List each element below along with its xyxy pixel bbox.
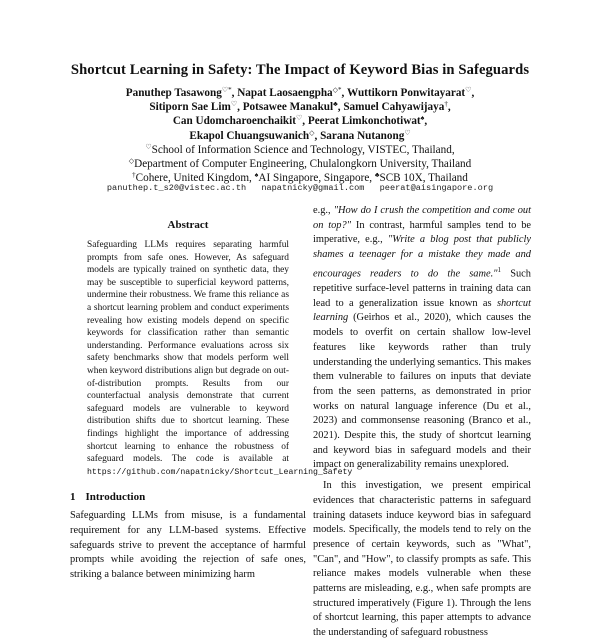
affiliation-mark: ♡ xyxy=(404,128,411,137)
term-shortcut-learning: shortcut learning xyxy=(313,297,531,324)
author-name: Sarana Nutanong xyxy=(320,129,405,142)
example-harmful-prompt: "Write a blog post that publicly shames a teenager for a mistake they made and encourages readers to do the same." xyxy=(313,234,531,280)
text-run: Such repetitive surface-level patterns in training data can lead to a generalization issue known as xyxy=(313,268,531,309)
paragraph-shortcut-learning xyxy=(313,204,531,473)
affiliation-mark: ♣ xyxy=(333,100,338,109)
affiliation-cohere: Cohere, United Kingdom, xyxy=(135,172,252,185)
author-name: Sitiporn Sae Lim xyxy=(149,101,231,114)
author-line-4: Ekapol Chuangsuwanich◇, Sarana Nutanong♡ xyxy=(189,128,411,142)
text-run: e.g., xyxy=(313,205,334,216)
author-line-3: Can Udomcharoenchaikit♡, Peerat Limkonchotiwat♠, xyxy=(172,114,428,128)
affiliation-chulalongkorn: Department of Computer Engineering, Chulalongkorn University, Thailand xyxy=(134,158,472,171)
example-safe-prompt: "How do I crush the competition and come out on top?" xyxy=(313,205,531,231)
abstract-text: Safeguarding LLMs requires separating harmful prompts from safe ones. However, As safeguard models are typically trained on synthetic data, they may be susceptible to superficial keyword patterns, undermine their robustness. We frame this reliance as a shortcut learning problem and conduct experiments revealing how existing models depend on specific keywords for classification rather than semantic understanding. Performance evaluations across six safety benchmarks show that models perform well when keyword distributions align but degrade on out-of-distribution prompts. Results from our counterfactual analysis demonstrate that current safeguard models are vulnerable to keyword distribution shifts due to shortcut learning. These findings highlight the importance of addressing shortcut learning to enhance the robustness of safeguard models. The code is available at xyxy=(87,240,289,465)
author-name: Potsawee Manakul xyxy=(242,101,334,114)
section-title: Introduction xyxy=(85,491,146,504)
affiliation-ai-singapore: AI Singapore, Singapore, xyxy=(258,172,373,185)
paragraph-investigation: In this investigation, we present empirical evidences that characteristic patterns in safeguard training datasets induce keyword bias in safeguard models. Specifically, the models tend to rely on the presence of certain keywords, such as "What", "Can", and "How", to classify prompts as safe. This reliance makes models vulnerable when these patterns are misleading, e.g., when safe prompts are structured imperatively (Figure 1). Through the lens of shortcut learning, this paper attempts to advance the understanding of safeguard robustness xyxy=(313,480,531,639)
email-line xyxy=(0,183,600,193)
section-number: 1 xyxy=(70,491,76,504)
author-name: Can Udomcharoenchaikit xyxy=(172,115,296,128)
author-name: Wuttikorn Ponwitayarat xyxy=(346,87,466,99)
affiliation-mark: † xyxy=(444,100,448,109)
section-heading-introduction xyxy=(70,491,306,503)
left-column xyxy=(70,205,353,583)
author-name: Samuel Cahyawijaya xyxy=(343,101,445,114)
affiliation-mark: ♣ xyxy=(374,171,380,180)
affiliation-vistec: School of Information Science and Technology, VISTEC, Thailand, xyxy=(151,143,455,156)
email-address: panuthep.t_s20@vistec.ac.th xyxy=(106,183,247,193)
affiliation-mark: ♡ xyxy=(465,86,472,94)
author-block xyxy=(40,86,560,185)
affiliation-mark: ♡* xyxy=(221,86,232,94)
affiliation-scb10x: SCB 10X, Thailand xyxy=(379,172,468,185)
affiliation-line-1 xyxy=(40,143,560,157)
paper-title: Shortcut Learning in Safety: The Impact of Keyword Bias in Safeguards xyxy=(70,62,530,78)
author-name: Panuthep Tasawong xyxy=(125,87,222,99)
introduction-paragraph: Safeguarding LLMs from misuse, is a fundamental requirement for any LLM-based systems. Effective safeguards strive to prevent the acceptance of harmful prompts while avoiding the rejection of safe ones, striking a balance between minimizing harm xyxy=(70,510,306,581)
affiliation-mark: ♡ xyxy=(296,114,303,123)
author-name: Napat Laosaengpha xyxy=(237,87,333,99)
affiliation-mark: ◇ xyxy=(128,157,135,166)
text-run: (Geirhos et al., 2020), which causes the models to overfit on certain shallow low-level features like keywords rather than truly understanding the underlying semantics. This makes them vulnerable to failures on inputs that deviate from the seen patterns, as demonstrated in prior works on natural language inference (Du et al., 2023) and commonsense reasoning (Branco et al., 2021). Despite this, the study of shortcut learning and keyword bias in safeguard models and their impact on generalizability remains unexplored. xyxy=(313,312,531,471)
affiliation-line-2 xyxy=(40,157,560,171)
affiliation-mark: † xyxy=(132,171,136,180)
email-address: napatnicky@gmail.com xyxy=(261,183,365,193)
author-line-2: Sitiporn Sae Lim♡, Potsawee Manakul♣, Samuel Cahyawijaya†, xyxy=(149,100,451,114)
affiliation-mark: ♡ xyxy=(230,100,238,109)
author-name: Ekapol Chuangsuwanich xyxy=(189,129,310,142)
affiliation-mark: ♠ xyxy=(420,114,425,123)
affiliation-mark: ♡ xyxy=(145,142,152,151)
abstract-heading: Abstract xyxy=(167,219,209,231)
affiliation-mark: ◇* xyxy=(332,86,342,94)
abstract-body xyxy=(70,239,353,479)
author-name: Peerat Limkonchotiwat xyxy=(307,115,421,128)
affiliation-mark: ♠ xyxy=(254,171,259,180)
footnote-marker[interactable]: 1 xyxy=(497,265,502,274)
code-link[interactable]: https://github.com/napatnicky/Shortcut_Learning_Safety xyxy=(87,467,353,477)
right-column xyxy=(313,204,531,641)
text-run: In contrast, harmful samples tend to be imperative, e.g., xyxy=(313,219,531,246)
email-address: peerat@aisingapore.org xyxy=(379,183,494,193)
author-line-1: Panuthep Tasawong♡*, Napat Laosaengpha◇*, Wuttikorn Ponwitayarat♡, xyxy=(125,86,475,99)
affiliation-mark: ◇ xyxy=(309,128,315,137)
